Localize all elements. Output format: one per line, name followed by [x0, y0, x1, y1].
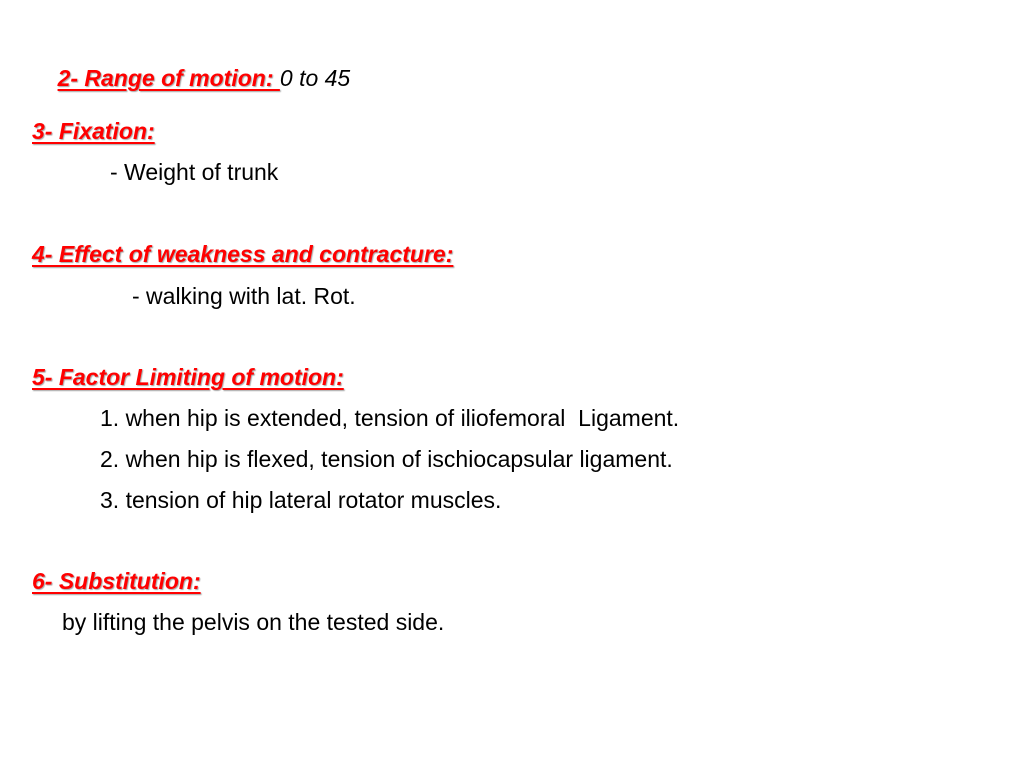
factor-limiting-item-1: 1. when hip is extended, tension of iliofemoral Ligament. [100, 405, 680, 431]
range-of-motion-value: 0 to 45 [279, 65, 351, 91]
factor-limiting-item-2: 2. when hip is flexed, tension of ischiocapsular ligament. [100, 446, 673, 472]
fixation-item: - Weight of trunk [110, 159, 279, 185]
range-of-motion-heading: 2- Range of motion: [57, 65, 280, 91]
factor-limiting-heading: 5- Factor Limiting of motion: [32, 364, 344, 390]
fixation-heading: 3- Fixation: [32, 118, 155, 144]
substitution-item: by lifting the pelvis on the tested side. [62, 609, 445, 635]
substitution-heading: 6- Substitution: [32, 568, 201, 594]
factor-limiting-item-3: 3. tension of hip lateral rotator muscles. [100, 487, 502, 513]
effect-of-weakness-item: - walking with lat. Rot. [132, 283, 356, 309]
effect-of-weakness-heading: 4- Effect of weakness and contracture: [32, 241, 454, 267]
range-of-motion-line [32, 36, 350, 120]
